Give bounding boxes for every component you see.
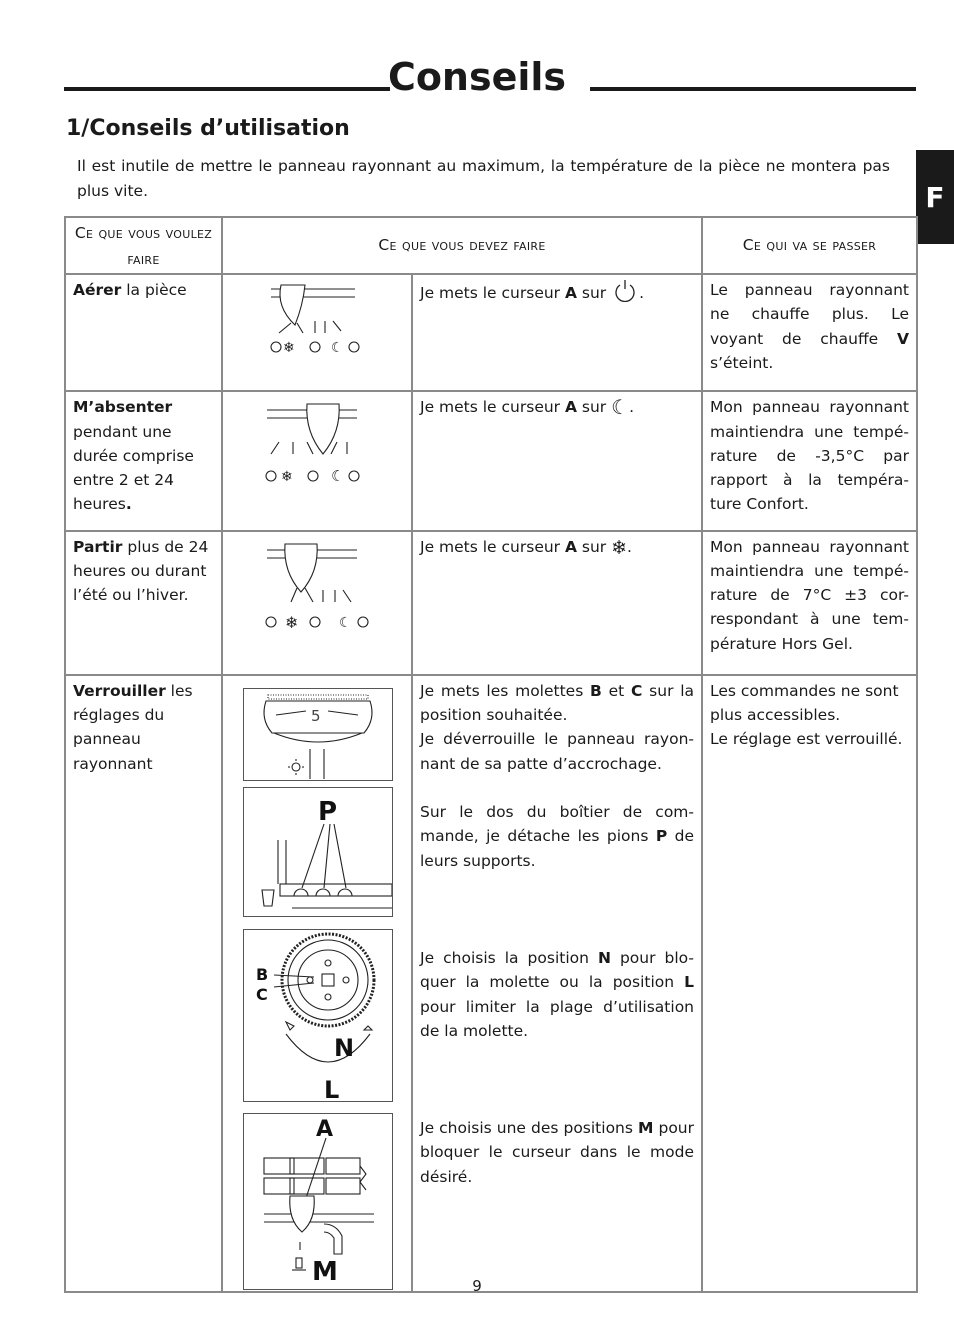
pins-figure xyxy=(243,787,393,917)
wheel-figure xyxy=(243,929,393,1102)
advice-table xyxy=(64,216,918,1293)
table-header-row xyxy=(65,217,917,274)
result-line: Le réglage est verrouillé. xyxy=(710,730,903,749)
slider-eco-figure xyxy=(223,392,411,522)
svg-text:P: P xyxy=(318,796,338,827)
table-row xyxy=(65,531,917,675)
moon-icon: ☾ xyxy=(611,395,630,420)
do-cell xyxy=(412,675,702,1292)
svg-text:☾: ☾ xyxy=(331,467,345,486)
table-row xyxy=(65,675,917,1292)
svg-text:C: C xyxy=(256,984,268,1004)
result-cell: Le panneau rayonnant ne chauffe plus. Le voyant de chauffe V s’éteint. xyxy=(702,274,917,391)
do-cell: Je mets le curseur A sur ☾. xyxy=(412,391,702,530)
page-number: 9 xyxy=(472,1277,482,1295)
svg-text:A: A xyxy=(316,1116,334,1142)
svg-text:❄: ❄ xyxy=(283,340,295,356)
svg-text:☾: ☾ xyxy=(331,340,344,356)
want-cell: Aérer la pièce xyxy=(65,274,222,391)
step-choose-m: Je choisis une des positions M pour bloquer le curseur dans le mode désiré. xyxy=(420,1119,694,1186)
svg-text:L: L xyxy=(324,1075,340,1101)
svg-text:B: B xyxy=(256,964,269,984)
header-do: Ce que vous devez faire xyxy=(222,217,702,274)
svg-text:5: 5 xyxy=(311,706,321,725)
intro-text: Il est inutile de mettre le panneau rayonnant au maximum, la température de la pièce ne montera pas plus vite. xyxy=(77,157,890,200)
slider-frost-figure xyxy=(223,532,411,667)
step-detach-pins: Sur le dos du boîtier de com- mande, je détache les pions P de leurs supports. xyxy=(420,803,694,870)
svg-text:N: N xyxy=(334,1033,355,1062)
table-row xyxy=(65,391,917,530)
slider-lock-figure xyxy=(243,1113,393,1290)
step-set-wheels: Je mets les molettes B et C sur la position souhaitée. Je déverrouille le panneau rayon- nant de sa patte d’accrochage. xyxy=(420,681,695,773)
slider-off-figure xyxy=(223,275,411,383)
language-tab: F xyxy=(916,150,954,244)
svg-text:M: M xyxy=(312,1256,338,1287)
result-line: Les commandes ne sont plus accessibles. xyxy=(710,681,899,725)
svg-text:❄: ❄ xyxy=(285,612,299,632)
result-cell xyxy=(702,675,917,1292)
do-cell: Je mets le curseur A sur . xyxy=(412,274,702,391)
header-result: Ce qui va se passer xyxy=(702,217,917,274)
lock-figures-cell xyxy=(222,675,412,1292)
step-choose-n-l: Je choisis la position N pour blo- quer la molette ou la position L pour limiter la plage d’utilisation de la molette. xyxy=(420,948,694,1040)
section-title: 1/Conseils d’utilisation xyxy=(66,116,350,141)
dial-figure xyxy=(243,688,393,781)
snowflake-icon: ❄ xyxy=(611,536,628,559)
result-cell: Mon panneau rayonnant maintiendra une tempé- rature de 7°C ±3 cor- respondant à une tem- pérature Hors Gel. xyxy=(702,531,917,675)
want-cell: M’absenter pendant une durée comprise entre 2 et 24 heures. xyxy=(65,391,222,530)
want-cell: Verrouiller les réglages du panneau rayonnant xyxy=(65,675,222,1292)
table-row xyxy=(65,274,917,391)
slider-figure-cell xyxy=(222,274,412,391)
page-title: Conseils xyxy=(387,55,567,99)
want-cell: Partir plus de 24 heures ou durant l’été ou l’hiver. xyxy=(65,531,222,675)
header-want: Ce que vous voulez faire xyxy=(65,217,222,274)
svg-text:❄: ❄ xyxy=(281,469,293,486)
result-cell: Mon panneau rayonnant maintiendra une tempé- rature de -3,5°C par rapport à la tempéra- ture Confort. xyxy=(702,391,917,530)
svg-text:☾: ☾ xyxy=(339,614,352,631)
do-cell: Je mets le curseur A sur ❄. xyxy=(412,531,702,675)
slider-figure-cell xyxy=(222,391,412,530)
slider-figure-cell xyxy=(222,531,412,675)
power-icon xyxy=(611,278,639,302)
